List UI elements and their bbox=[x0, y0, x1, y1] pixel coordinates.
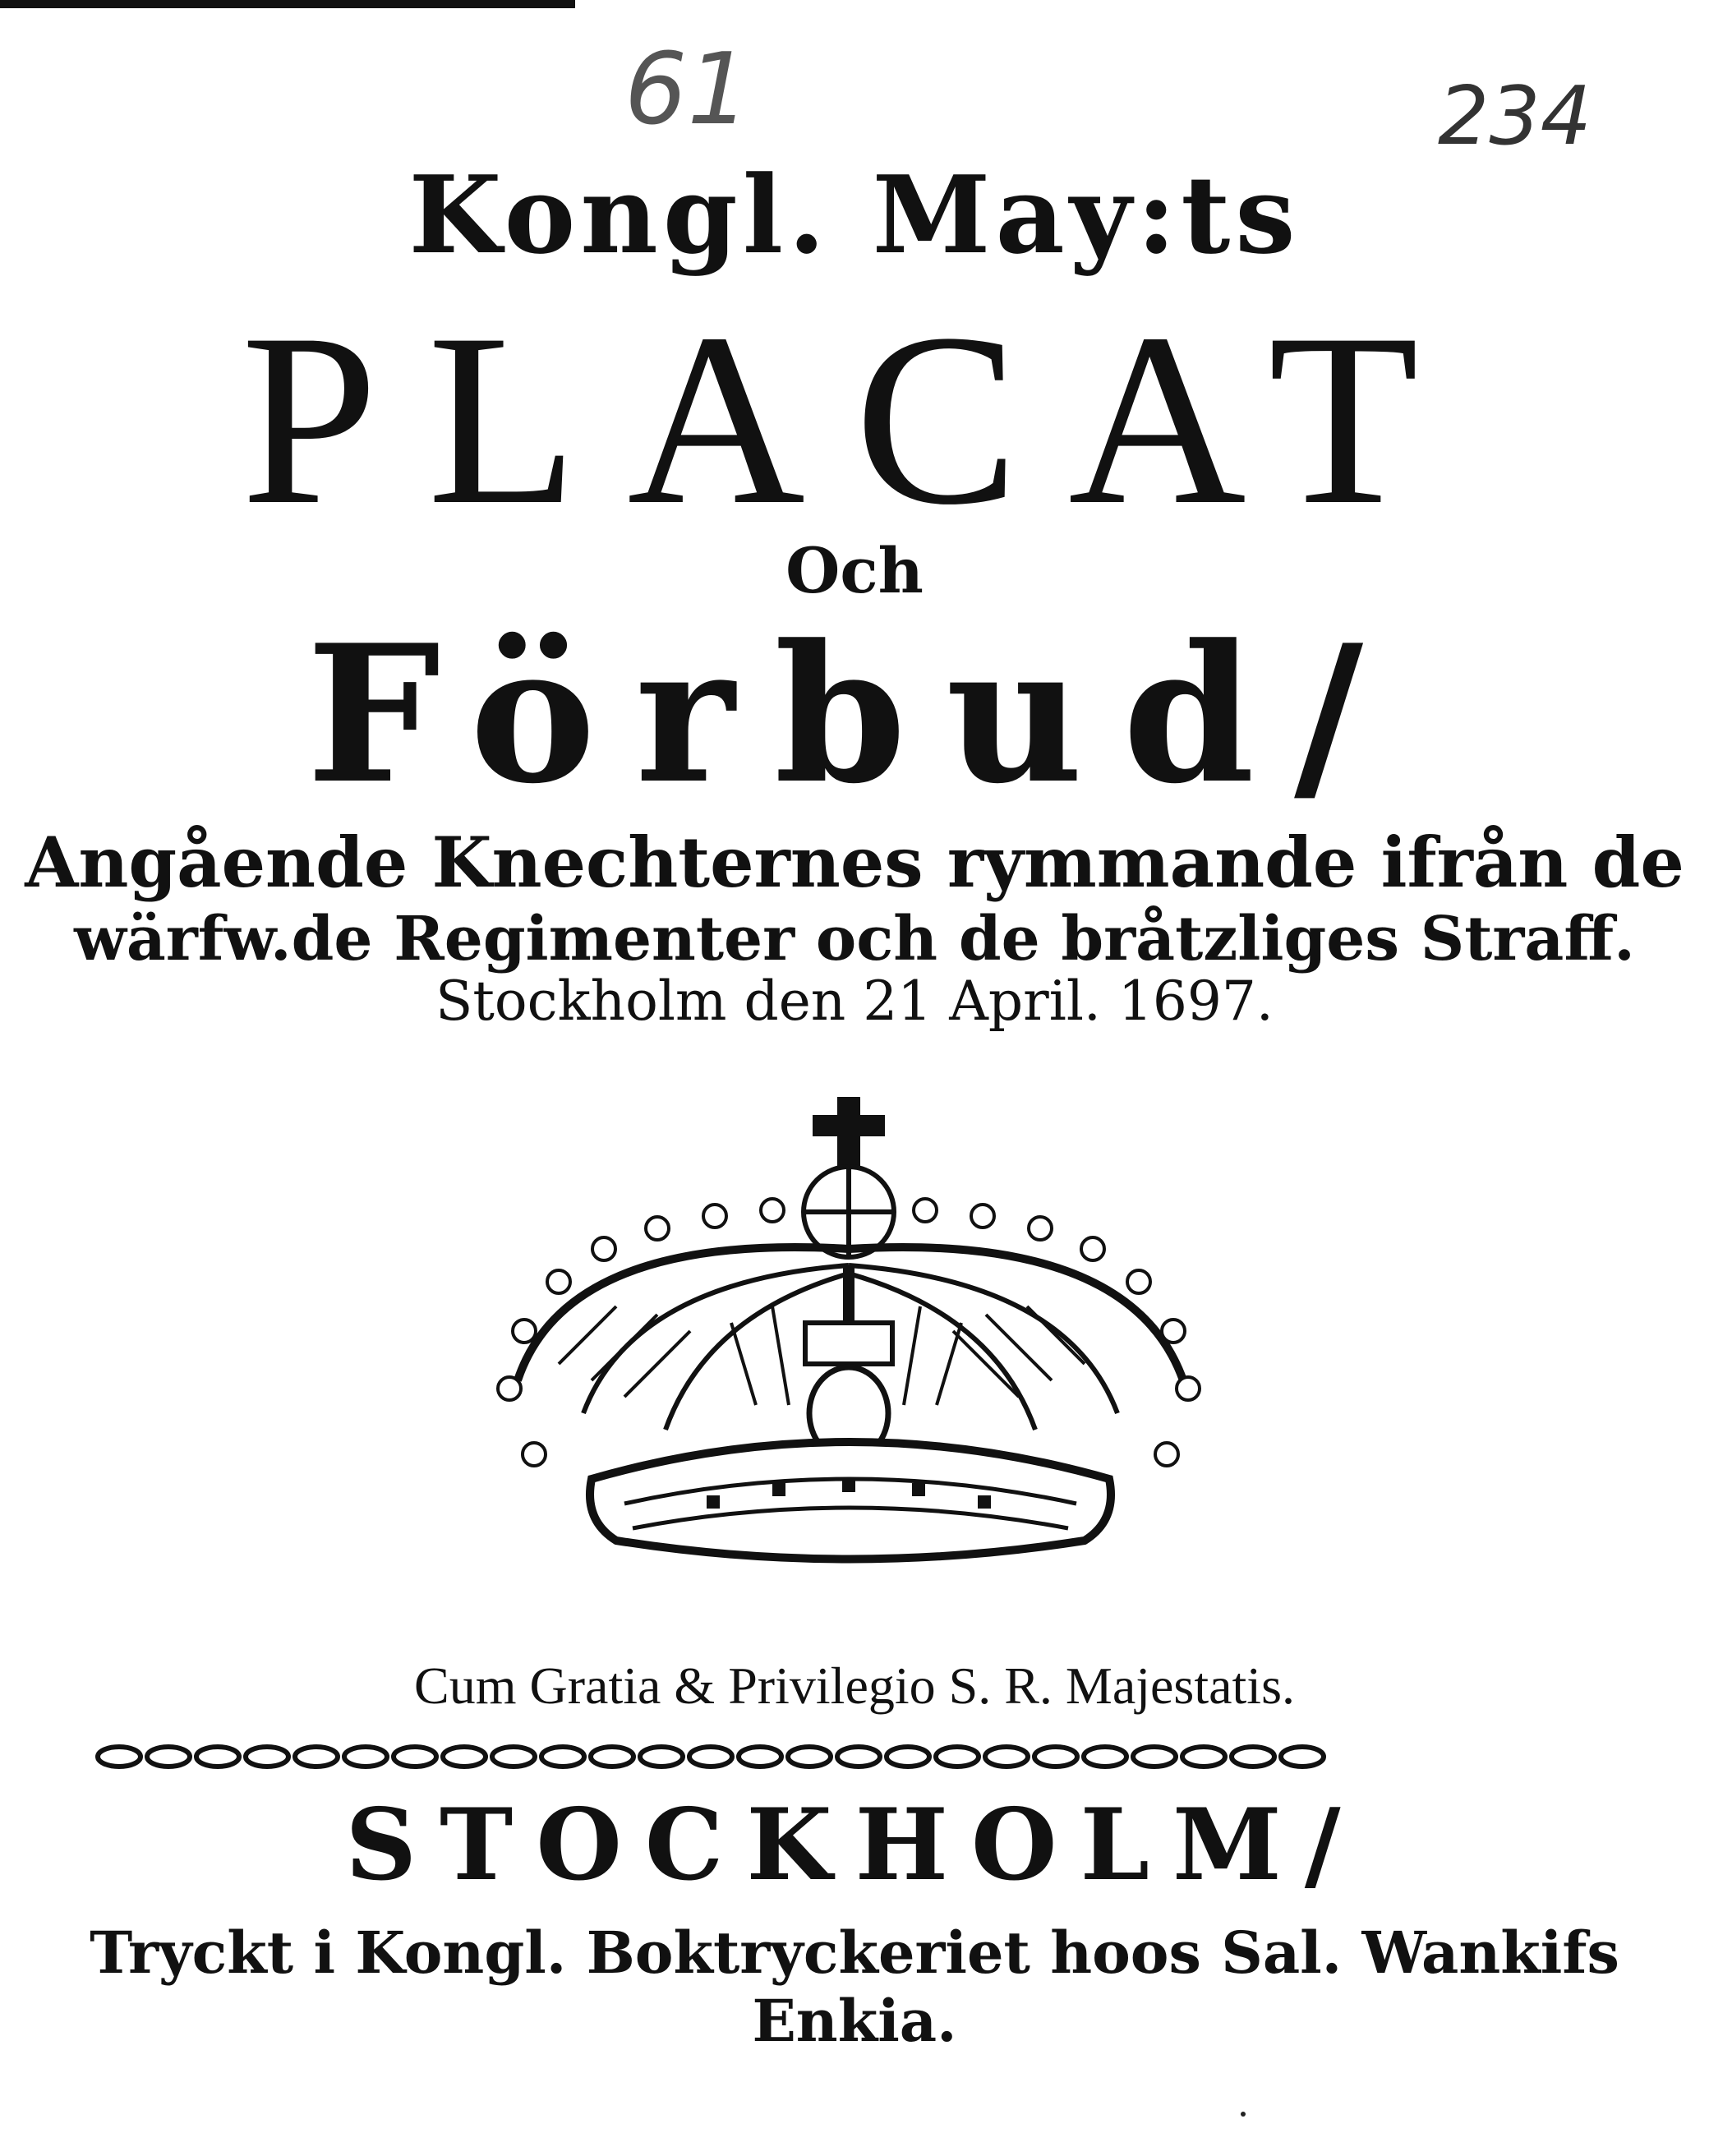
title-och: Och bbox=[785, 534, 924, 607]
privilege-line: Cum Gratia & Privilegio S. R. Majestatis. bbox=[414, 1656, 1295, 1715]
imprint-printer: Tryckt i Kongl. Boktryckeriet hoos Sal. Wankifs Enkia. bbox=[90, 1919, 1619, 2055]
top-edge-bar bbox=[0, 0, 575, 8]
subtitle-line-2: wärfw.de Regimenter och de bråtzliges Straff. bbox=[74, 904, 1635, 974]
ornamental-chain-divider bbox=[94, 1740, 1343, 1773]
dateline: Stockholm den 21 April. 1697. bbox=[435, 970, 1274, 1033]
imprint-place: STOCKHOLM/ bbox=[345, 1787, 1364, 1903]
title-kongl-mayts: Kongl. May:ts bbox=[408, 152, 1301, 278]
title-placat: PLACAT bbox=[241, 283, 1468, 555]
royal-crown-icon bbox=[460, 1093, 1249, 1578]
handwritten-number-right: 234 bbox=[1438, 70, 1592, 164]
subtitle-line-1: Angående Knechternes rymmande ifrån de bbox=[25, 822, 1684, 903]
title-forbud: Förbud/ bbox=[306, 604, 1403, 826]
ink-speck bbox=[1241, 2112, 1246, 2117]
handwritten-number-left: 61 bbox=[624, 33, 750, 147]
